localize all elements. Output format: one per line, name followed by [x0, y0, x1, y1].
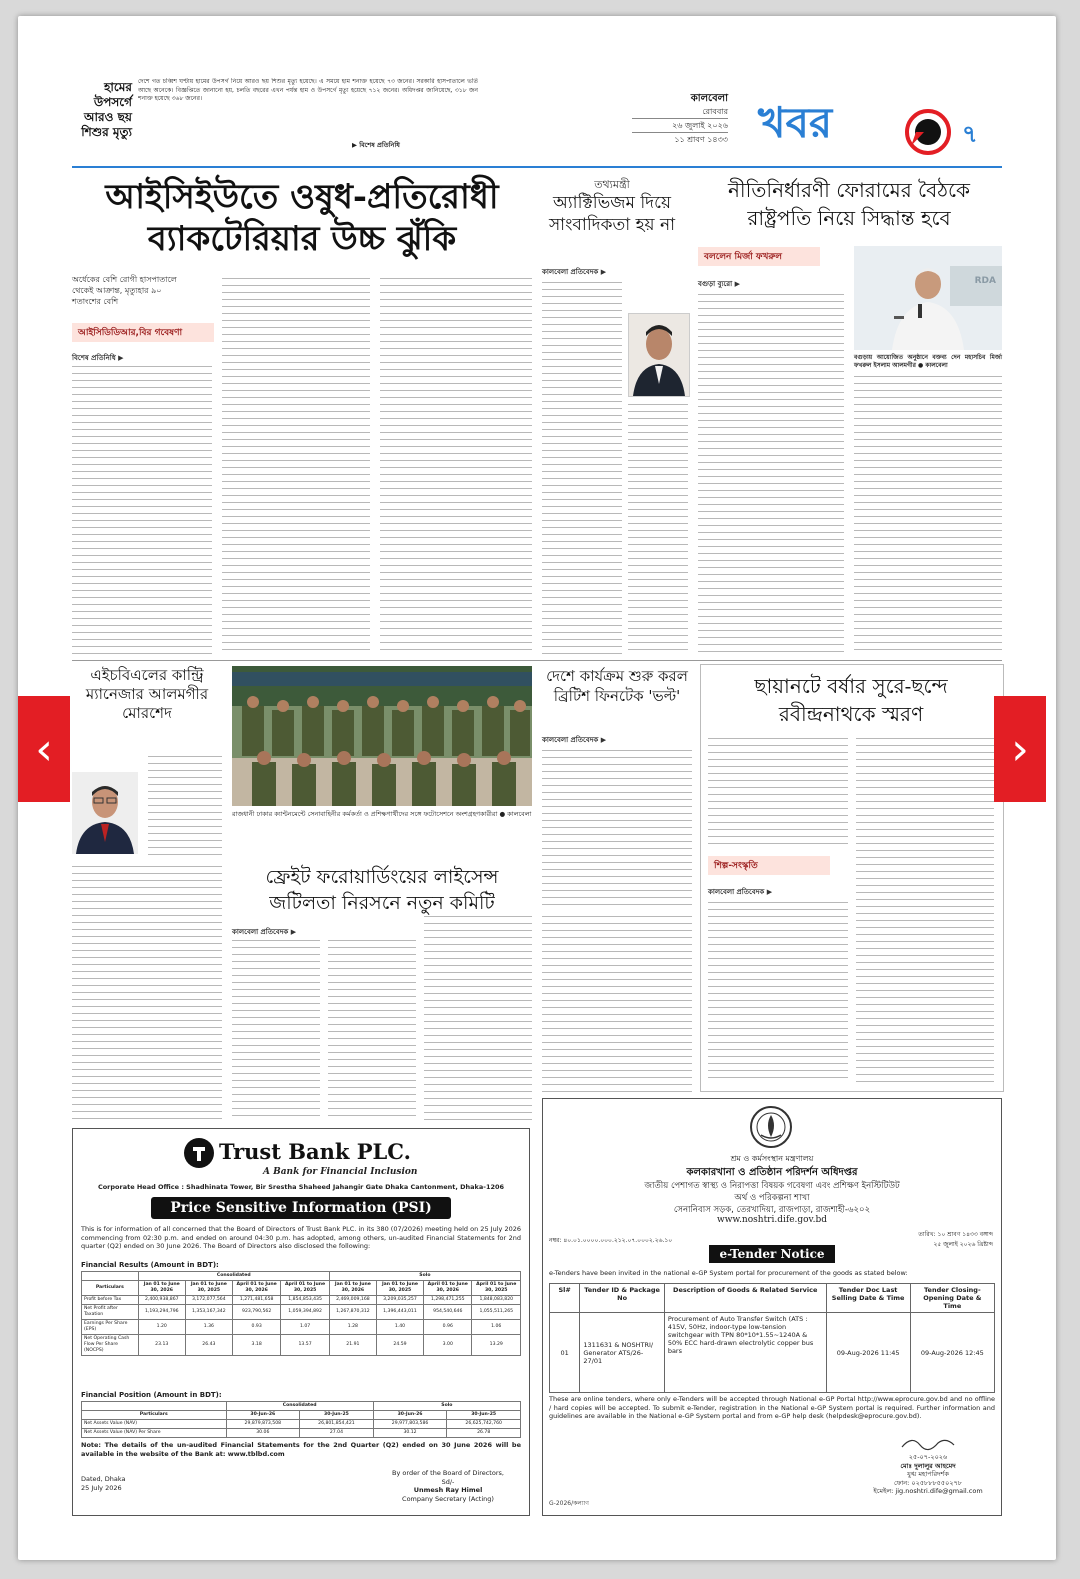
table-cell: 1,193,294,796 — [138, 1305, 185, 1320]
table-cell: 1.06 — [472, 1320, 521, 1335]
journalism-col-2 — [628, 404, 688, 656]
group-consolidated: Consolidated — [226, 1402, 373, 1411]
trust-bank-name: Trust Bank PLC. — [219, 1139, 411, 1164]
fintech-byline: কালবেলা প্রতিবেদক ▶ — [542, 736, 607, 744]
journalism-kicker: তথ্যমন্ত্রী — [594, 178, 630, 191]
table-row — [82, 1420, 521, 1429]
fintech-col-2 — [542, 916, 692, 1120]
table-cell: 1,267,870,312 — [329, 1305, 376, 1320]
side-news-text: দেশে গত চব্বিশ ঘণ্টায় হামের উপসর্গ নিয়ে আরও ছয় শিশুর মৃত্যু হয়েছে। এ সময়ে হাম শনাক্ত হয়েছে ৭৩ জনের। সরকারি হাসপাতালে ভর্তি আছে অনেকে। বিজ্ঞপ্তিতে জানানো হয়, চলতি বছরের এখন পর্যন্ত হাম ও উপসর্গে মৃত্যু হয়েছে ৭১২ জনের। অধিদপ্তর জানিয়েছে, ৩১৮ জন শনাক্ত হয়েছে ৩৬৮ জনের। — [138, 78, 478, 102]
next-page-button[interactable] — [994, 696, 1046, 802]
col-header: 30-Jun-26 — [226, 1411, 300, 1420]
chhayanaut-col-3 — [856, 738, 994, 1082]
col-header: April 01 to June 30, 2026 — [424, 1281, 472, 1296]
table-cell: Profit before Tax — [82, 1296, 139, 1305]
table-cell: 1311631 & NOSHTRI/ Generator ATS/26-27/01 — [580, 1313, 664, 1393]
date-bn: ১১ শ্রাবণ ১৪৩৩ — [674, 135, 728, 144]
table-cell: 2,469,009,168 — [329, 1296, 376, 1305]
col-header: Tender Doc Last Selling Date & Time — [826, 1284, 910, 1313]
tender-code: G-2026/কল্যাণ — [549, 1500, 589, 1507]
table-cell: 3,172,077,564 — [185, 1296, 232, 1305]
freight-col-1 — [232, 940, 320, 1120]
table-cell: Net Assets Value (NAV) Per Share — [82, 1429, 227, 1438]
col-header: 30-Jun-25 — [447, 1411, 521, 1420]
newspaper-page — [18, 16, 1056, 1560]
psi-title: Price Sensitive Information (PSI) — [151, 1197, 451, 1219]
tender-table — [549, 1283, 995, 1393]
tender-date-2: ২৫ জুলাই ২০২৬ খ্রিষ্টাব্দ — [933, 1241, 993, 1248]
header-rule — [72, 166, 1002, 168]
table-cell: 01 — [550, 1313, 580, 1393]
masthead-date — [632, 92, 728, 146]
page-content — [72, 16, 1002, 1560]
table-row — [82, 1335, 521, 1356]
journalism-byline: কালবেলা প্রতিবেদক ▶ — [542, 268, 607, 276]
table-cell: 1.07 — [281, 1320, 329, 1335]
tender-header-row — [550, 1284, 995, 1313]
table-cell: 1,298,471,255 — [424, 1296, 472, 1305]
psi-intro: This is for information of all concerned that the Board of Directors of Trust Bank PLC. in its 380 (07/2026) meeting held on 25 July 2026 commencing from 02:30 p.m. and ended on around 04:30 p.m. has adopted, among others, un-audited Financial Statements for 2nd quarter (Q2) ended on 30 June 2026. The Board of Directors also disclosed the following: — [81, 1225, 521, 1250]
president-headline: নীতিনির্ধারণী ফোরামের বৈঠকে রাষ্ট্রপতি নিয়ে সিদ্ধান্ত হবে — [727, 178, 970, 230]
page-number: ৭ — [962, 120, 978, 148]
chevron-right-icon: › — [1011, 723, 1029, 775]
side-news-credit: ▶ বিশেষ প্রতিনিধি — [352, 141, 400, 149]
table-cell: 23.13 — [138, 1335, 185, 1356]
table-cell: 30.06 — [226, 1429, 300, 1438]
col-header: April 01 to June 30, 2025 — [281, 1281, 329, 1296]
journalism-col-1 — [542, 282, 622, 656]
fold-rule — [72, 660, 1002, 661]
hsbc-col-1 — [148, 756, 222, 860]
table-cell: 2,400,938,867 — [138, 1296, 185, 1305]
col-header: Particulars — [82, 1281, 139, 1296]
tender-title: e-Tender Notice — [709, 1245, 835, 1263]
journalism-headline: অ্যাক্টিভিজম দিয়ে সাংবাদিকতা হয় না — [548, 193, 676, 235]
table-cell: 1,396,443,011 — [376, 1305, 423, 1320]
chhayanaut-byline: কালবেলা প্রতিবেদক ▶ — [708, 888, 773, 896]
col-header: April 01 to June 30, 2025 — [472, 1281, 521, 1296]
psi-dated: Dated, Dhaka 25 July 2026 — [81, 1475, 126, 1492]
col-header: April 01 to June 30, 2026 — [232, 1281, 280, 1296]
table-cell: 29,879,873,508 — [226, 1420, 300, 1429]
trust-bank-logo-icon — [183, 1137, 215, 1169]
results-header-row — [82, 1281, 521, 1296]
date-en: ২৬ জুলাই ২০২৬ — [632, 119, 728, 133]
table-cell: Earnings Per Share (EPS) — [82, 1320, 139, 1335]
table-cell: Net Assets Value (NAV) — [82, 1420, 227, 1429]
psi-note: Note: The details of the un-audited Financial Statements for the 2nd Quarter (Q2) ended on 30 June 2026 will be available in the website of the Bank at: www.tblbd.com — [81, 1441, 521, 1458]
tender-memo: নম্বর: ৪০.০১.০০০০.০০০.২১২.০৭.০০০২.২৬.১০ — [549, 1237, 673, 1244]
table-cell: 1.20 — [138, 1320, 185, 1335]
side-news-title: হামের উপসর্গে আরও ছয় শিশুর মৃত্যু — [81, 80, 132, 139]
table-cell: 1,848,083,820 — [472, 1296, 521, 1305]
hsbc-col-2 — [72, 866, 222, 1120]
tender-web[interactable]: www.noshtri.dife.gov.bd — [717, 1215, 827, 1225]
sign-sd: Sd/- — [441, 1477, 455, 1486]
sign-role: যুগ্ম মহাপরিদর্শক — [907, 1470, 949, 1478]
chhayanaut-headline: ছায়ানটে বর্ষার সুরে-ছন্দে রবীন্দ্রনাথকে স্মরণ — [754, 674, 948, 726]
hsbc-headline: এইচবিএলের কান্ট্রি ম্যানেজার আলমগীর মোরশেদ — [85, 666, 209, 722]
table-row — [82, 1296, 521, 1305]
table-cell: 13.57 — [281, 1335, 329, 1356]
col-header: Sl# — [550, 1284, 580, 1313]
freight-byline: কালবেলা প্রতিবেদক ▶ — [232, 928, 297, 936]
govt-emblem-icon — [749, 1105, 793, 1149]
table-cell: 1,353,167,342 — [185, 1305, 232, 1320]
col-header: Jan 01 to June 30, 2026 — [329, 1281, 376, 1296]
freight-col-2 — [328, 940, 416, 1120]
table-cell: 13.29 — [472, 1335, 521, 1356]
president-col-2 — [854, 376, 1002, 656]
results-label: Financial Results (Amount in BDT): — [81, 1261, 219, 1269]
trust-bank-office: Corporate Head Office : Shadhinata Tower, Bir Srestha Shaheed Jahangir Gate Dhaka Cantonment, Dhaka-1206 — [97, 1183, 505, 1191]
president-byline: বগুড়া ব্যুরো ▶ — [698, 280, 741, 288]
table-cell: 1,854,853,435 — [281, 1296, 329, 1305]
col-header: Description of Goods & Related Service — [664, 1284, 826, 1313]
chhayanaut-col-2 — [708, 902, 848, 1082]
table-cell: Procurement of Auto Transfer Switch (ATS : 415V, 50Hz, indoor-type low-tension switchgear with TPN 80*10*1.55~1240A & 50% ECC hard-drawn electrolytic copper bus bars — [664, 1313, 826, 1393]
main-col-3 — [380, 278, 532, 656]
sign-date: ২৫-০৭-২০২৬ — [908, 1453, 948, 1461]
table-cell: 923,790,562 — [232, 1305, 280, 1320]
tender-footer: These are online tenders, where only e-Tenders will be accepted through National e-GP Portal http://www.eprocure.gov.bd and no offline / hard copies will be accepted. To submit e-Tender, registration in the National e-GP System portal is required. Further information and guidelines are available in the National e-GP System portal and from e-GP help desk (helpdesk@eprocure.gov.bd). — [549, 1395, 995, 1420]
table-cell: 3.18 — [232, 1335, 280, 1356]
table-cell: 1.36 — [185, 1320, 232, 1335]
prev-page-button[interactable] — [18, 696, 70, 802]
tender-institute: জাতীয় পেশাগত স্বাস্থ্য ও নিরাপত্তা বিষয়ক গবেষণা এবং প্রশিক্ষণ ইনস্টিটিউট — [644, 1181, 900, 1191]
tender-date-1: তারিখ: ১০ শ্রাবণ ১৪৩৩ বঙ্গাব্দ — [918, 1231, 993, 1238]
tender-ministry: শ্রম ও কর্মসংস্থান মন্ত্রণালয় — [730, 1154, 814, 1163]
fakhrul-photo — [854, 246, 1002, 350]
table-cell: 21.91 — [329, 1335, 376, 1356]
col-header: 30-Jun-25 — [300, 1411, 374, 1420]
table-cell: 1.40 — [376, 1320, 423, 1335]
financial-results-table — [81, 1271, 521, 1356]
main-byline: বিশেষ প্রতিনিধি ▶ — [72, 354, 124, 362]
kalbela-logo-icon — [904, 108, 952, 156]
morshed-photo — [72, 772, 138, 854]
table-cell: 26,625,742,760 — [447, 1420, 521, 1429]
table-cell: 1,055,511,265 — [472, 1305, 521, 1320]
table-cell: 1,271,481,658 — [232, 1296, 280, 1305]
col-header: Jan 01 to June 30, 2025 — [185, 1281, 232, 1296]
tender-dept: কলকারখানা ও প্রতিষ্ঠান পরিদর্শন অধিদপ্তর — [686, 1167, 858, 1178]
sign-order: By order of the Board of Directors, — [392, 1469, 504, 1477]
tender-branch: অর্থ ও পরিকল্পনা শাখা — [734, 1193, 810, 1203]
signature-scribble-icon — [863, 1433, 993, 1453]
president-col-1 — [698, 294, 844, 656]
freight-col-3 — [424, 916, 532, 1120]
table-cell: Net Profit after Taxation — [82, 1305, 139, 1320]
table-cell: 24.59 — [376, 1335, 423, 1356]
col-header: Jan 01 to June 30, 2026 — [138, 1281, 185, 1296]
tender-intro: e-Tenders have been invited in the national e-GP System portal for procurement of the goods as stated below: — [549, 1269, 908, 1277]
fintech-headline: দেশে কার্যক্রম শুরু করল ব্রিটিশ ফিনটেক 'ভল্ট' — [546, 667, 688, 705]
side-news — [72, 76, 492, 156]
e-tender-ad — [542, 1098, 1002, 1516]
section-title: খবর — [758, 98, 833, 147]
chevron-left-icon: ‹ — [35, 723, 53, 775]
col-header: Jan 01 to June 30, 2025 — [376, 1281, 423, 1296]
table-cell: 26.78 — [447, 1429, 521, 1438]
table-row — [82, 1305, 521, 1320]
table-cell: 3.00 — [424, 1335, 472, 1356]
financial-position-table — [81, 1401, 521, 1438]
table-cell: 29,977,803,586 — [373, 1420, 447, 1429]
table-cell: 954,540,646 — [424, 1305, 472, 1320]
table-cell: 1,059,394,892 — [281, 1305, 329, 1320]
table-cell: 30.12 — [373, 1429, 447, 1438]
tender-address: সেনানিবাস সড়ক, তেরখাদিয়া, রাজপাড়া, রাজশাহী-৬২০২ — [673, 1205, 871, 1215]
main-tag: আইসিডিডিআর,বির গবেষণা — [72, 323, 214, 342]
table-cell: 3,209,035,257 — [376, 1296, 423, 1305]
stage-banner: RDA — [974, 276, 996, 286]
table-cell: 0.96 — [424, 1320, 472, 1335]
fintech-col-1 — [542, 750, 692, 910]
table-cell: 09-Aug-2026 12:45 — [910, 1313, 994, 1393]
tender-signature — [863, 1433, 993, 1496]
minister-photo — [628, 313, 690, 397]
group-solo: Solo — [373, 1402, 520, 1411]
table-row — [550, 1313, 995, 1393]
president-tag: বললেন মির্জা ফখরুল — [698, 247, 820, 266]
table-cell: 26.43 — [185, 1335, 232, 1356]
day-name: রোববার — [632, 106, 728, 119]
col-header: Particulars — [82, 1411, 227, 1420]
main-headline: আইসিইউতে ওষুধ-প্রতিরোধী ব্যাকটেরিয়ার উচ্চ ঝুঁকি — [105, 177, 499, 259]
sign-name: মোঃ দুলালুর আহমেদ — [900, 1461, 956, 1470]
table-cell: 1.28 — [329, 1320, 376, 1335]
table-cell: 27.04 — [300, 1429, 374, 1438]
sign-name: Unmesh Ray Himel — [413, 1486, 483, 1494]
table-row — [82, 1429, 521, 1438]
table-cell: 26,801,854,421 — [300, 1420, 374, 1429]
freight-headline: ফ্রেইট ফরোয়ার্ডিংয়ের লাইসেন্স জটিলতা নিরসনে নতুন কমিটি — [265, 866, 499, 914]
army-photo-caption: রাজধানী ঢাকার ক্যান্টনমেন্টে সেনাবাহিনীর কর্মকর্তা ও প্রশিক্ষণার্থীদের সঙ্গে ফটোসেশনে অংশগ্রহণকারীরা ● কালবেলা — [232, 810, 532, 818]
position-label: Financial Position (Amount in BDT): — [81, 1391, 222, 1399]
trust-bank-ad — [72, 1128, 530, 1516]
sign-email: ইমেইল: jig.noshtri.dife@gmail.com — [873, 1487, 983, 1495]
main-col-1 — [72, 366, 212, 656]
paper-name: কালবেলা — [690, 93, 728, 104]
table-cell: 0.93 — [232, 1320, 280, 1335]
signature-block — [373, 1469, 523, 1503]
president-caption: বগুড়ায় আয়োজিত অনুষ্ঠানে বক্তব্য দেন মহাসচিব মির্জা ফখরুল ইসলাম আলমগীর ● কালবেলা — [854, 354, 1002, 369]
group-consolidated: Consolidated — [138, 1272, 329, 1281]
chhayanaut-tag: শিল্প-সংস্কৃতি — [708, 856, 830, 875]
position-header-row — [82, 1411, 521, 1420]
col-header: Tender ID & Package No — [580, 1284, 664, 1313]
col-header: 30-Jun-26 — [373, 1411, 447, 1420]
table-cell: Net Operating Cash Flow Per Share (NOCPS) — [82, 1335, 139, 1356]
sign-role: Company Secretary (Acting) — [402, 1494, 494, 1503]
col-header: Tender Closing-Opening Date & Time — [910, 1284, 994, 1313]
trust-bank-tagline: A Bank for Financial Inclusion — [263, 1167, 418, 1177]
table-cell: 09-Aug-2026 11:45 — [826, 1313, 910, 1393]
sign-phone: ফোন: ০২৫৮৮৮৫৫০২৭৮ — [893, 1478, 963, 1487]
army-group-photo — [232, 666, 532, 806]
group-solo: Solo — [329, 1272, 520, 1281]
main-col-2 — [222, 278, 370, 656]
main-intro: অর্ধেকের বেশি রোগী হাসপাতালে থেকেই আক্রান্ত, মৃত্যুহার ৯০ শতাংশের বেশি — [72, 275, 177, 306]
chhayanaut-col-1 — [708, 738, 848, 844]
table-row — [82, 1320, 521, 1335]
